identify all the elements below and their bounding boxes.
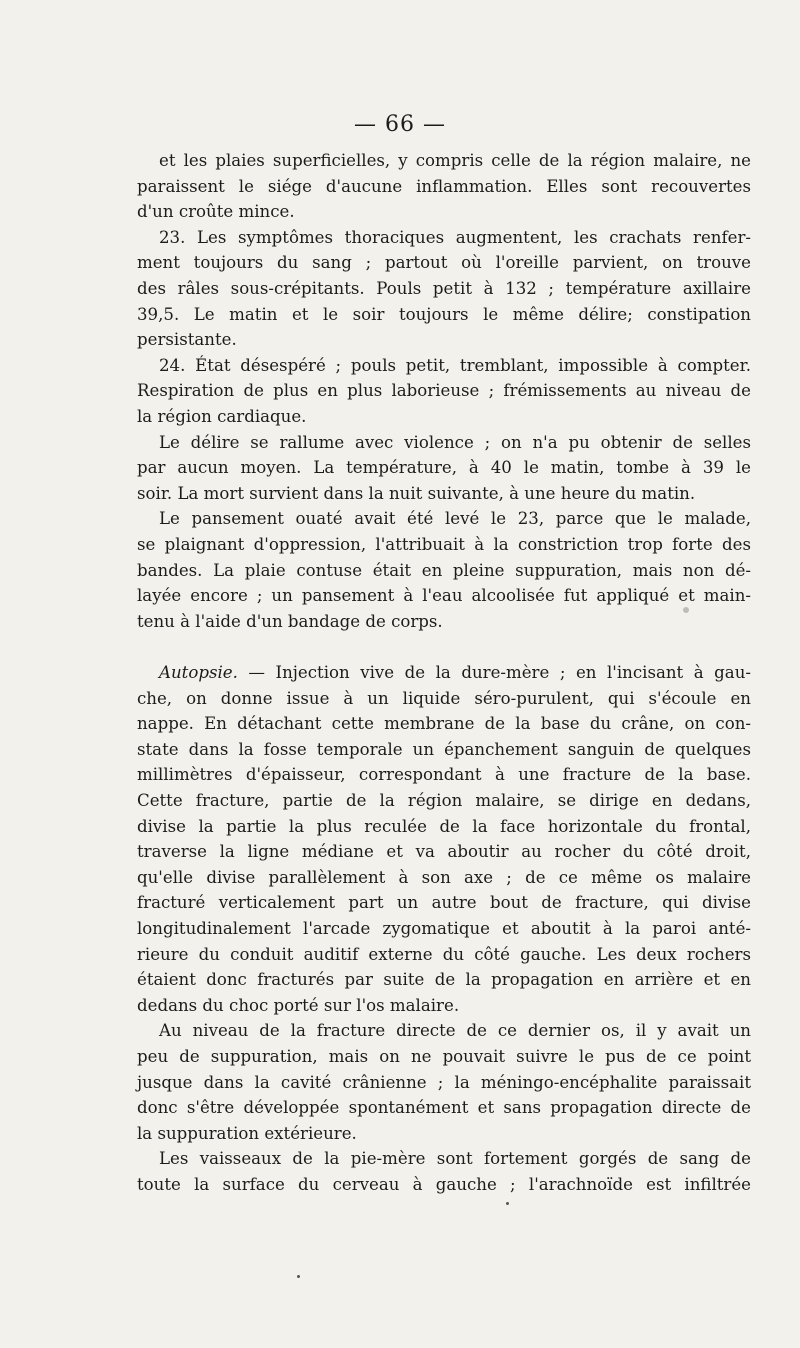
text-line: Le délire se rallume avec violence ; on n'a pu obtenir de selles xyxy=(159,432,751,452)
text-line: Respiration de plus en plus laborieuse ; frémissements au niveau de xyxy=(137,381,751,401)
text-line: toute la surface du cerveau à gauche ; l'arachnoïde est infiltrée xyxy=(137,1174,751,1194)
paragraph-gap xyxy=(137,634,751,660)
text-line: la région cardiaque. xyxy=(137,406,307,426)
paragraph xyxy=(137,353,751,430)
text-line: donc s'être développée spontanément et sans propagation directe de xyxy=(137,1098,751,1118)
text-line: nappe. En détachant cette membrane de la base du crâne, on con- xyxy=(137,714,751,734)
text-line: d'un croûte mince. xyxy=(137,202,295,222)
text-line: paraissent le siége d'aucune inflammation. Elles sont recouvertes xyxy=(137,176,751,196)
text-line: layée encore ; un pansement à l'eau alcoolisée fut appliqué et main- xyxy=(137,586,751,606)
text-line: ment toujours du sang ; partout où l'oreille parvient, on trouve xyxy=(137,253,751,273)
text-line: qu'elle divise parallèlement à son axe ; de ce même os malaire xyxy=(137,867,751,887)
text-line: state dans la fosse temporale un épanchement sanguin de quelques xyxy=(137,739,751,759)
text-line: par aucun moyen. La température, à 40 le matin, tombe à 39 le xyxy=(137,458,751,478)
page-body-text xyxy=(137,148,751,1198)
text-line: jusque dans la cavité crânienne ; la méningo-encéphalite paraissait xyxy=(137,1072,751,1092)
text-line: Les vaisseaux de la pie-mère sont fortement gorgés de sang de xyxy=(159,1149,751,1169)
paper-speck xyxy=(297,1275,300,1278)
text-line: des râles sous-crépitants. Pouls petit à 132 ; température axillaire xyxy=(137,278,751,298)
text-line: tenu à l'aide d'un bandage de corps. xyxy=(137,611,443,631)
text-line: dedans du choc porté sur l'os malaire. xyxy=(137,995,460,1015)
text-line: persistante. xyxy=(137,330,237,350)
text-line: 23. Les symptômes thoraciques augmentent, les crachats renfer- xyxy=(159,227,751,247)
text-line: Au niveau de la fracture directe de ce dernier os, il y avait un xyxy=(159,1021,751,1041)
text-line xyxy=(137,660,751,686)
text-line: che, on donne issue à un liquide séro-purulent, qui s'écoule en xyxy=(137,688,751,708)
text-line: longitudinalement l'arcade zygomatique et aboutit à la paroi anté- xyxy=(137,919,751,939)
text-line: soir. La mort survient dans la nuit suivante, à une heure du matin. xyxy=(137,483,696,503)
paragraph xyxy=(137,1018,751,1146)
paragraph xyxy=(137,430,751,507)
text-line: traverse la ligne médiane et va aboutir au rocher du côté droit, xyxy=(137,842,751,862)
text-line: la suppuration extérieure. xyxy=(137,1123,357,1143)
section-lead: Autopsie. xyxy=(159,663,238,683)
paragraph xyxy=(137,506,751,634)
text-line: peu de suppuration, mais on ne pouvait suivre le pus de ce point xyxy=(137,1046,751,1066)
text-line: et les plaies superficielles, y compris celle de la région malaire, ne xyxy=(159,151,751,170)
text-line: millimètres d'épaisseur, correspondant à une fracture de la base. xyxy=(137,765,751,785)
paper-speck xyxy=(506,1202,509,1205)
paragraph xyxy=(137,225,751,353)
text-line: fracturé verticalement part un autre bout de fracture, qui divise xyxy=(137,893,751,913)
text-line: étaient donc fracturés par suite de la propagation en arrière et en xyxy=(137,970,751,990)
text-line: bandes. La plaie contuse était en pleine suppuration, mais non dé- xyxy=(137,560,751,580)
paper-speck xyxy=(683,607,689,613)
text-line: 24. État désespéré ; pouls petit, tremblant, impossible à compter. xyxy=(159,355,751,375)
line-text: — Injection vive de la dure-mère ; en l'incisant à gau- xyxy=(237,663,751,683)
paragraph xyxy=(137,660,751,1018)
page-number-header: — 66 — xyxy=(354,112,446,137)
text-line: Le pansement ouaté avait été levé le 23, parce que le malade, xyxy=(159,509,751,529)
text-line: divise la partie la plus reculée de la face horizontale du frontal, xyxy=(137,816,751,836)
text-line: rieure du conduit auditif externe du côté gauche. Les deux rochers xyxy=(137,944,751,964)
paragraph xyxy=(137,148,751,225)
text-line: se plaignant d'oppression, l'attribuait à la constriction trop forte des xyxy=(137,534,751,554)
paragraph xyxy=(137,1146,751,1197)
text-line: Cette fracture, partie de la région malaire, se dirige en dedans, xyxy=(137,791,751,811)
text-line: 39,5. Le matin et le soir toujours le même délire; constipation xyxy=(137,304,751,324)
